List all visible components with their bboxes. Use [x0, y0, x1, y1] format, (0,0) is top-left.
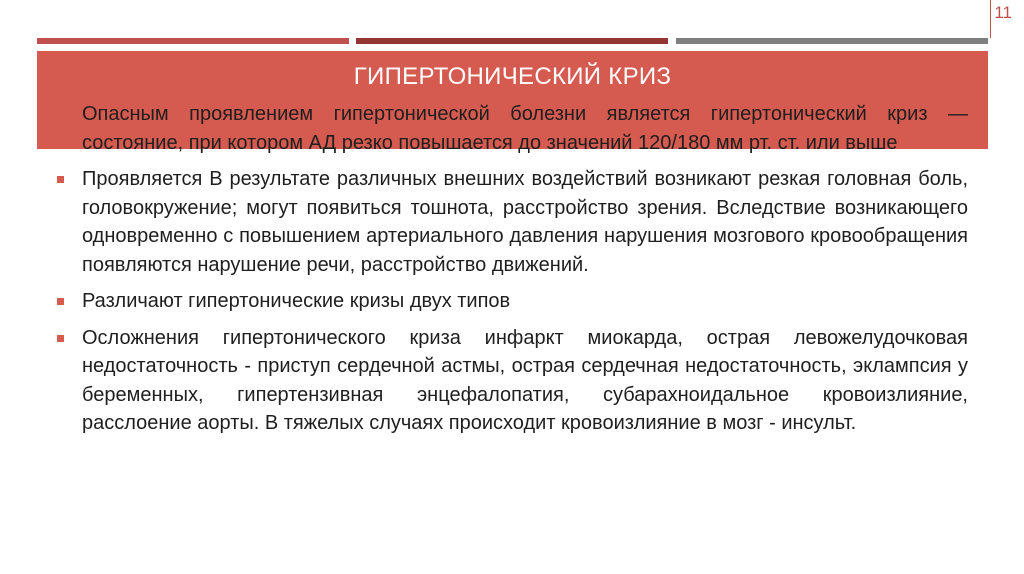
bullet-item-symptoms: [55, 165, 968, 279]
slide-number-divider: [990, 0, 991, 38]
bullet-square-icon: [57, 176, 64, 183]
bullet-item-dangerous-manifestation: [55, 100, 968, 157]
bullet-square-icon: [57, 298, 64, 305]
bullet-text: Различают гипертонические кризы двух типов: [82, 290, 511, 312]
bullet-text: Проявляется В результате различных внешних воздействий возникают резкая головная боль, головокружение; могут появиться тошнота, расстройство зрения. Вследствие возникающего одновременно с повышением артериального давления нарушения мозгового кровообращения появляются нарушение речи, расстройство движений.: [82, 168, 968, 276]
bullet-text: Опасным проявлением гипертонической болезни является гипертонический криз — состояние, при котором АД резко повышается до значений 120/180 мм рт. ст. или выше: [82, 103, 968, 154]
decorative-bar-middle: [356, 38, 668, 44]
bullet-item-types: [55, 287, 968, 316]
bullet-text: Осложнения гипертонического криза инфаркт миокарда, острая левожелудочковая недостаточность - приступ сердечной астмы, острая сердечная недостаточность, эклампсия у беременных, гипертензивная энцефалопатия, субарахноидальное кровоизлияние, расслоение аорты. В тяжелых случаях происходит кровоизлияние в мозг - инсульт.: [82, 326, 968, 434]
slide-title: ГИПЕРТОНИЧЕСКИЙ КРИЗ: [353, 63, 672, 90]
slide-content: [55, 100, 968, 446]
bullet-item-complications: [55, 324, 968, 438]
decorative-bar-right: [676, 38, 988, 44]
bullet-list: [55, 100, 968, 438]
slide-number: 11: [994, 3, 1012, 22]
bullet-square-icon: [57, 335, 64, 342]
decorative-bar-left: [37, 38, 349, 44]
bullet-square-icon: [57, 111, 64, 118]
